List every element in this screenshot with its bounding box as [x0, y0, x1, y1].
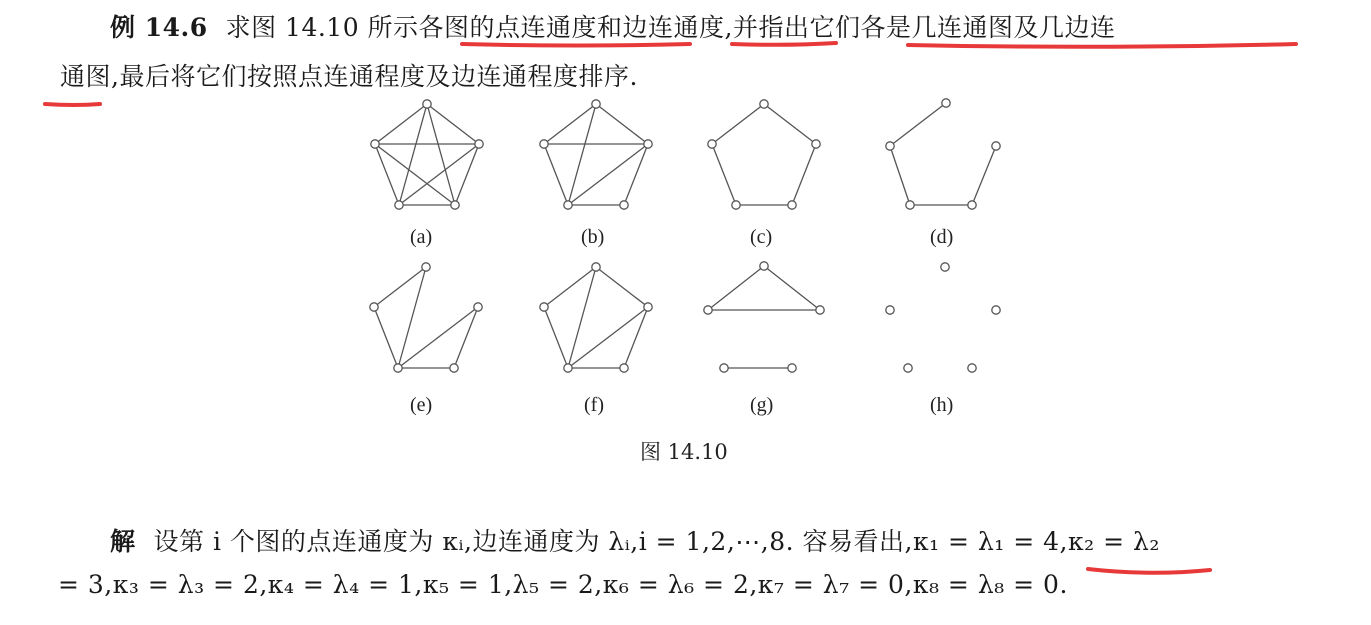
graph-vertex [644, 140, 652, 148]
graph-edge [890, 146, 910, 205]
graph-vertex [474, 303, 482, 311]
solution-label: 解 [110, 527, 136, 556]
graph-vertex [732, 201, 740, 209]
graph-vertex [816, 306, 824, 314]
graph-edge [375, 104, 427, 144]
graph-vertex [886, 306, 894, 314]
graph-edge [544, 104, 596, 144]
graph-vertex [620, 364, 628, 372]
graph-edge [427, 104, 479, 144]
graph-edge [544, 144, 568, 205]
graph-vertex [968, 364, 976, 372]
figure-caption: 图 14.10 [640, 440, 728, 464]
graph-edge [544, 307, 568, 368]
graph-edge [374, 307, 398, 368]
graph-vertex [620, 201, 628, 209]
subfigure-label-h: (h) [930, 394, 954, 416]
graph-vertex [394, 364, 402, 372]
graph-vertex [941, 263, 949, 271]
graph-edge [792, 144, 816, 205]
graph-edge [712, 104, 764, 144]
graph-edge [544, 267, 596, 307]
graph-edge [399, 104, 427, 205]
graph-edge [596, 104, 648, 144]
graph-vertex [395, 201, 403, 209]
graph-edge [596, 267, 648, 307]
graph-edge [764, 266, 820, 310]
graph-vertex [708, 140, 716, 148]
solution-text-2: = 3,κ₃ = λ₃ = 2,κ₄ = λ₄ = 1,κ₅ = 1,λ₅ = 2,κ₆ = λ₆ = 2,κ₇ = λ₇ = 0,κ₈ = λ₈ = 0. [58, 570, 1068, 599]
graph-vertex [451, 201, 459, 209]
graph-vertex [812, 140, 820, 148]
graph-vertex [540, 140, 548, 148]
graph-vertex [760, 262, 768, 270]
graph-vertex [370, 303, 378, 311]
solution-line-2 [58, 570, 1068, 599]
graph-edge [374, 267, 426, 307]
graph-vertex [564, 201, 572, 209]
graph-vertex [540, 303, 548, 311]
subfigure-label-c: (c) [750, 226, 773, 248]
graph-edge [398, 267, 426, 368]
solution-text-1: 设第 i 个图的点连通度为 κᵢ,边连通度为 λᵢ,i = 1,2,⋯,8. 容易看出,κ₁ = λ₁ = 4,κ₂ = λ₂ [153, 527, 1160, 556]
graph-edge [972, 146, 996, 205]
graph-edge [764, 104, 816, 144]
graph-edge [427, 104, 455, 205]
graph-vertex [942, 99, 950, 107]
graph-edge [708, 266, 764, 310]
graph-vertex [968, 201, 976, 209]
problem-text-2: 通图,最后将它们按照点连通程度及边连通程度排序. [60, 62, 638, 91]
graph-edge [712, 144, 736, 205]
subfigure-label-g: (g) [750, 394, 774, 416]
graph-edge [568, 104, 596, 205]
graph-vertex [450, 364, 458, 372]
graph-vertex [760, 100, 768, 108]
problem-text-1: 求图 14.10 所示各图的点连通度和边连通度,并指出它们各是几连通图及几边连 [225, 13, 1116, 42]
graph-vertex [992, 306, 1000, 314]
graph-vertex [992, 142, 1000, 150]
graph-vertex [423, 100, 431, 108]
graph-vertex [644, 303, 652, 311]
graph-vertex [788, 201, 796, 209]
problem-label: 例 14.6 [110, 13, 208, 42]
subfigure-label-f: (f) [584, 394, 604, 416]
subfigure-label-b: (b) [581, 226, 605, 248]
subfigure-label-d: (d) [930, 226, 954, 248]
graph-vertex [904, 364, 912, 372]
graph-vertex [592, 100, 600, 108]
graph-vertex [886, 142, 894, 150]
graph-edge [890, 103, 946, 146]
graph-vertex [704, 306, 712, 314]
graph-vertex [422, 263, 430, 271]
graph-edge [568, 267, 596, 368]
graph-vertex [371, 140, 379, 148]
subfigure-label-a: (a) [410, 226, 433, 248]
graph-vertex [475, 140, 483, 148]
graph-vertex [564, 364, 572, 372]
graph-vertex [788, 364, 796, 372]
subfigure-label-e: (e) [410, 394, 433, 416]
graph-vertex [592, 263, 600, 271]
graph-vertex [906, 201, 914, 209]
solution-line-1 [110, 522, 1160, 558]
graph-vertex [720, 364, 728, 372]
